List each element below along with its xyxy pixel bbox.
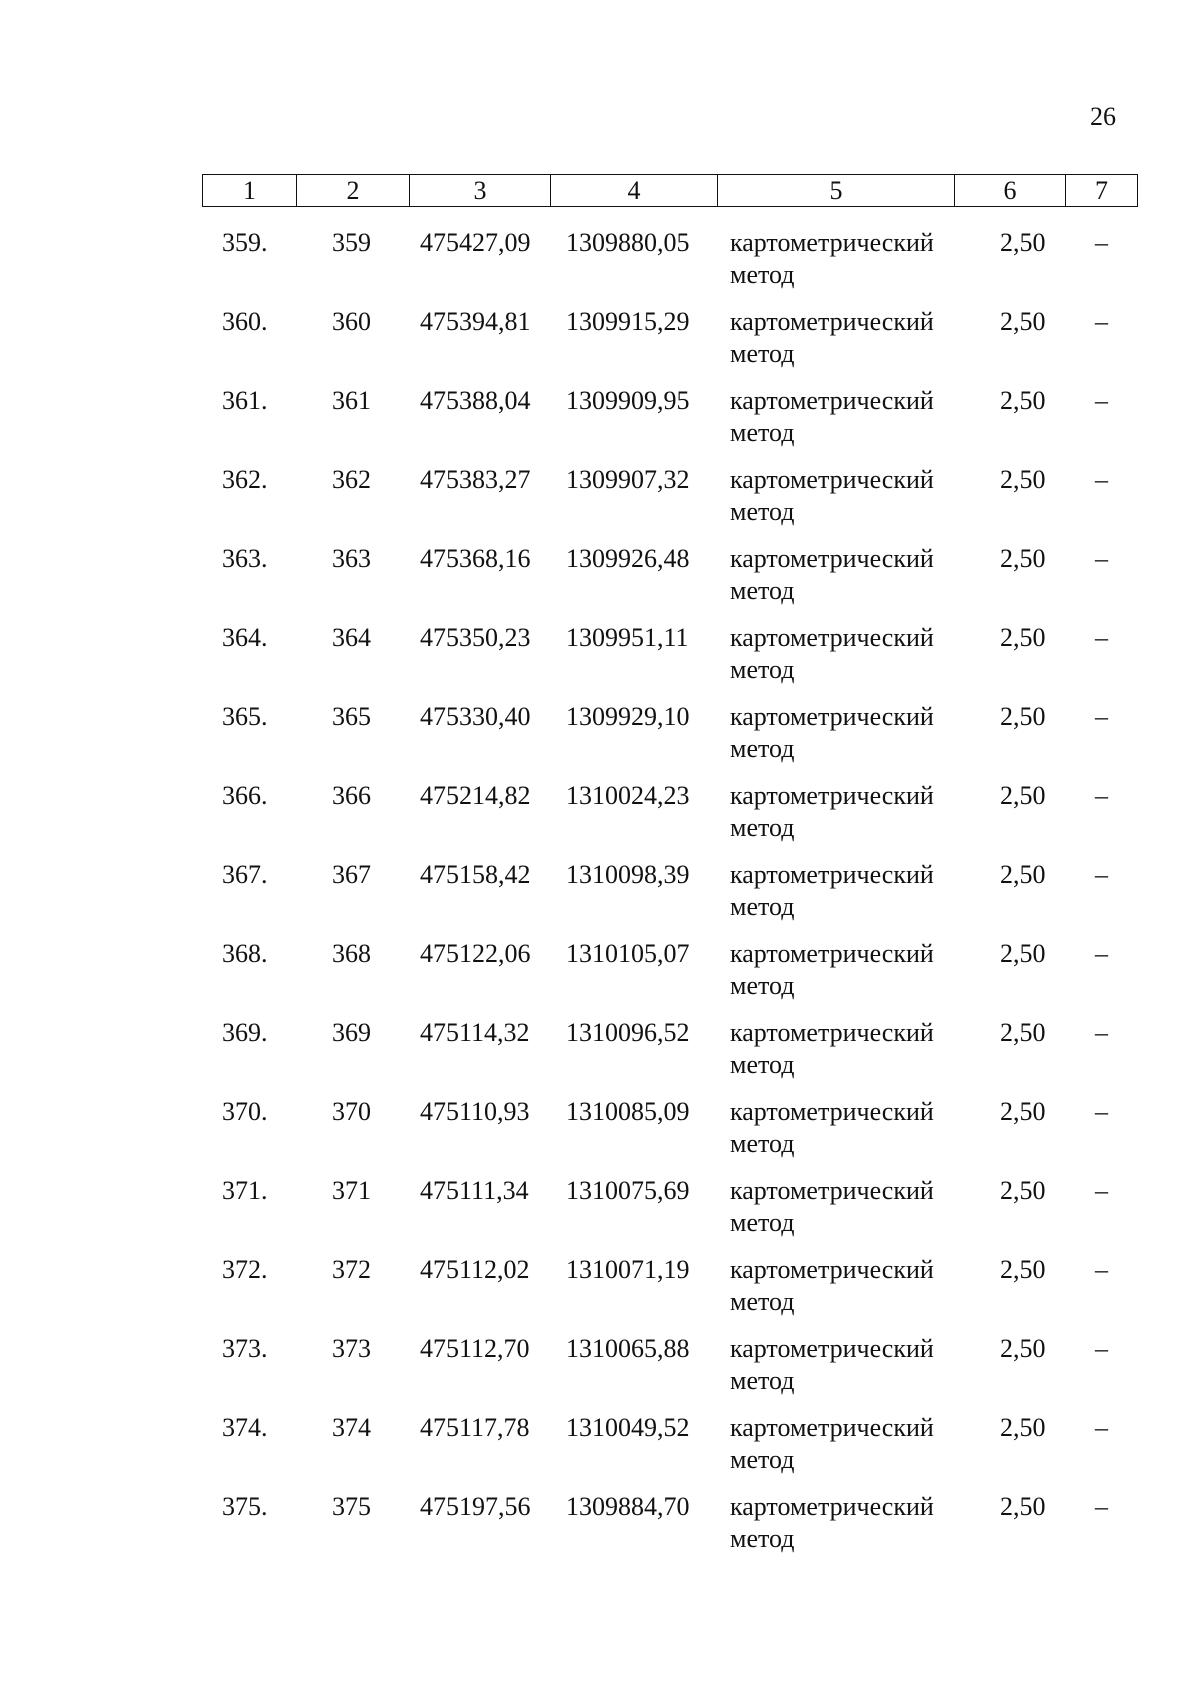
accuracy: 2,50 (1000, 1097, 1046, 1126)
table-row (202, 385, 1137, 464)
page-number: 26 (1090, 102, 1116, 131)
table-row (202, 1412, 1137, 1491)
coord-y: 1310075,69 (566, 1176, 690, 1205)
point-id: 364 (332, 623, 371, 652)
coordinates-table-body (202, 227, 1137, 1570)
accuracy: 2,50 (1000, 307, 1046, 336)
table-row (202, 859, 1137, 938)
method: картометрический метод (730, 307, 934, 368)
accuracy: 2,50 (1000, 1413, 1046, 1442)
note: – (1095, 1176, 1108, 1205)
point-id: 360 (332, 307, 371, 336)
method: картометрический метод (730, 781, 934, 842)
method: картометрический метод (730, 1334, 934, 1395)
coord-y: 1310049,52 (566, 1413, 690, 1442)
accuracy: 2,50 (1000, 228, 1046, 257)
header-col-3: 3 (410, 175, 551, 207)
row-number: 373. (222, 1334, 268, 1363)
note: – (1095, 702, 1108, 731)
accuracy: 2,50 (1000, 781, 1046, 810)
method: картометрический метод (730, 1492, 934, 1553)
note: – (1095, 307, 1108, 336)
accuracy: 2,50 (1000, 1018, 1046, 1047)
accuracy: 2,50 (1000, 386, 1046, 415)
coord-y: 1309915,29 (566, 307, 690, 336)
table-row (202, 1254, 1137, 1333)
note: – (1095, 544, 1108, 573)
point-id: 363 (332, 544, 371, 573)
table-row (202, 622, 1137, 701)
row-number: 366. (222, 781, 268, 810)
method: картометрический метод (730, 623, 934, 684)
row-number: 365. (222, 702, 268, 731)
row-number: 359. (222, 228, 268, 257)
note: – (1095, 1255, 1108, 1284)
note: – (1095, 860, 1108, 889)
note: – (1095, 386, 1108, 415)
accuracy: 2,50 (1000, 465, 1046, 494)
table-row (202, 1333, 1137, 1412)
note: – (1095, 1492, 1108, 1521)
coord-x: 475122,06 (420, 939, 531, 968)
table-row (202, 780, 1137, 859)
coord-y: 1310071,19 (566, 1255, 690, 1284)
point-id: 365 (332, 702, 371, 731)
coord-x: 475368,16 (420, 544, 531, 573)
coord-x: 475114,32 (420, 1018, 530, 1047)
table-row (202, 1017, 1137, 1096)
coord-x: 475427,09 (420, 228, 531, 257)
table-row (202, 464, 1137, 543)
coord-y: 1309884,70 (566, 1492, 690, 1521)
method: картометрический метод (730, 386, 934, 447)
method: картометрический метод (730, 1176, 934, 1237)
coord-x: 475158,42 (420, 860, 531, 889)
coord-x: 475350,23 (420, 623, 531, 652)
point-id: 366 (332, 781, 371, 810)
header-col-1: 1 (203, 175, 297, 207)
coord-x: 475112,70 (420, 1334, 530, 1363)
coord-x: 475110,93 (420, 1097, 530, 1126)
method: картометрический метод (730, 702, 934, 763)
point-id: 369 (332, 1018, 371, 1047)
coord-y: 1310024,23 (566, 781, 690, 810)
accuracy: 2,50 (1000, 702, 1046, 731)
table-row (202, 227, 1137, 306)
coord-x: 475117,78 (420, 1413, 530, 1442)
point-id: 361 (332, 386, 371, 415)
note: – (1095, 228, 1108, 257)
point-id: 372 (332, 1255, 371, 1284)
coord-y: 1310065,88 (566, 1334, 690, 1363)
row-number: 371. (222, 1176, 268, 1205)
point-id: 373 (332, 1334, 371, 1363)
accuracy: 2,50 (1000, 860, 1046, 889)
header-col-7: 7 (1066, 175, 1138, 207)
point-id: 374 (332, 1413, 371, 1442)
method: картометрический метод (730, 228, 934, 289)
coord-x: 475388,04 (420, 386, 531, 415)
method: картометрический метод (730, 544, 934, 605)
accuracy: 2,50 (1000, 623, 1046, 652)
coord-x: 475111,34 (420, 1176, 529, 1205)
coord-y: 1309880,05 (566, 228, 690, 257)
note: – (1095, 1018, 1108, 1047)
header-col-4: 4 (551, 175, 718, 207)
table-row (202, 306, 1137, 385)
note: – (1095, 1413, 1108, 1442)
method: картометрический метод (730, 1255, 934, 1316)
table-row (202, 938, 1137, 1017)
accuracy: 2,50 (1000, 544, 1046, 573)
method: картометрический метод (730, 939, 934, 1000)
table-row (202, 1491, 1137, 1570)
note: – (1095, 1334, 1108, 1363)
method: картометрический метод (730, 860, 934, 921)
accuracy: 2,50 (1000, 1176, 1046, 1205)
point-id: 362 (332, 465, 371, 494)
header-col-6: 6 (955, 175, 1066, 207)
method: картометрический метод (730, 1018, 934, 1079)
accuracy: 2,50 (1000, 1255, 1046, 1284)
point-id: 368 (332, 939, 371, 968)
coord-y: 1309929,10 (566, 702, 690, 731)
table-row (202, 543, 1137, 622)
row-number: 363. (222, 544, 268, 573)
coord-y: 1310098,39 (566, 860, 690, 889)
row-number: 372. (222, 1255, 268, 1284)
note: – (1095, 939, 1108, 968)
coord-x: 475214,82 (420, 781, 531, 810)
coord-y: 1309907,32 (566, 465, 690, 494)
point-id: 359 (332, 228, 371, 257)
point-id: 371 (332, 1176, 371, 1205)
row-number: 370. (222, 1097, 268, 1126)
row-number: 374. (222, 1413, 268, 1442)
accuracy: 2,50 (1000, 1492, 1046, 1521)
note: – (1095, 465, 1108, 494)
coord-x: 475394,81 (420, 307, 531, 336)
accuracy: 2,50 (1000, 939, 1046, 968)
coord-y: 1310105,07 (566, 939, 690, 968)
table-row (202, 701, 1137, 780)
point-id: 375 (332, 1492, 371, 1521)
coord-y: 1310096,52 (566, 1018, 690, 1047)
row-number: 361. (222, 386, 268, 415)
method: картометрический метод (730, 1097, 934, 1158)
row-number: 375. (222, 1492, 268, 1521)
coord-y: 1309909,95 (566, 386, 690, 415)
note: – (1095, 781, 1108, 810)
coord-x: 475197,56 (420, 1492, 531, 1521)
point-id: 370 (332, 1097, 371, 1126)
header-col-5: 5 (718, 175, 955, 207)
note: – (1095, 1097, 1108, 1126)
header-col-2: 2 (297, 175, 410, 207)
row-number: 360. (222, 307, 268, 336)
method: картометрический метод (730, 1413, 934, 1474)
row-number: 362. (222, 465, 268, 494)
row-number: 367. (222, 860, 268, 889)
accuracy: 2,50 (1000, 1334, 1046, 1363)
coord-y: 1310085,09 (566, 1097, 690, 1126)
coord-x: 475383,27 (420, 465, 531, 494)
table-row (202, 1175, 1137, 1254)
note: – (1095, 623, 1108, 652)
row-number: 368. (222, 939, 268, 968)
table-row (202, 1096, 1137, 1175)
row-number: 369. (222, 1018, 268, 1047)
point-id: 367 (332, 860, 371, 889)
coord-y: 1309951,11 (566, 623, 689, 652)
coord-x: 475330,40 (420, 702, 531, 731)
column-number-header (202, 174, 1138, 207)
coord-y: 1309926,48 (566, 544, 690, 573)
coord-x: 475112,02 (420, 1255, 530, 1284)
method: картометрический метод (730, 465, 934, 526)
row-number: 364. (222, 623, 268, 652)
